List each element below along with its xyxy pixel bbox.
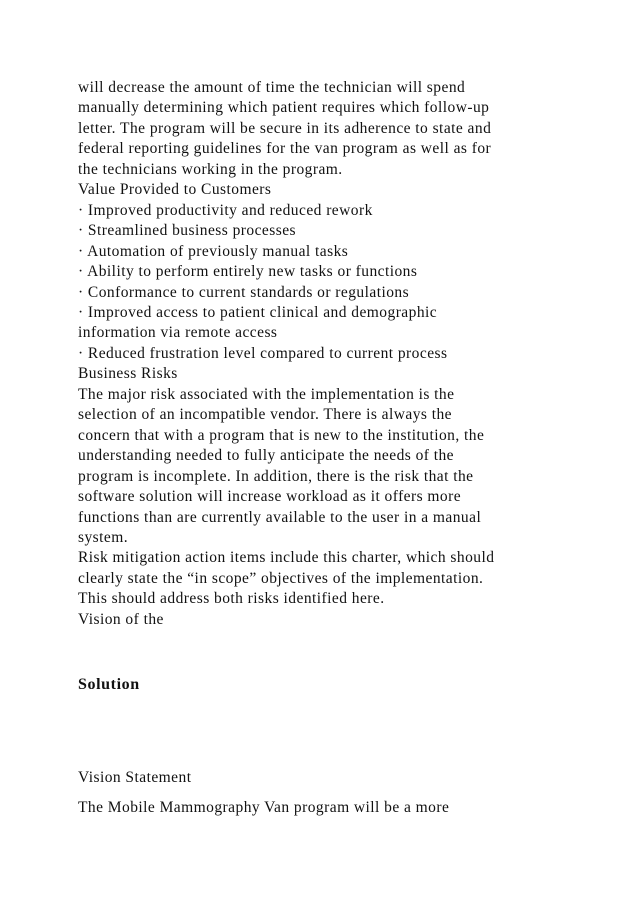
bullet-item: · Automation of previously manual tasks xyxy=(78,242,349,260)
body-line: clearly state the “in scope” objectives of the implementation. xyxy=(78,569,484,587)
bullet-item: · Reduced frustration level compared to current process xyxy=(78,344,448,362)
bullet-item-continuation: information via remote access xyxy=(78,324,278,342)
body-line: program is incomplete. In addition, there is the risk that the xyxy=(78,467,474,485)
body-line: The major risk associated with the implementation is the xyxy=(78,385,455,403)
vision-statement-heading: Vision Statement xyxy=(78,769,192,786)
body-line: understanding needed to fully anticipate the needs of the xyxy=(78,447,455,465)
body-line: federal reporting guidelines for the van program as well as for xyxy=(78,140,492,158)
bullet-item: · Improved access to patient clinical and demographic xyxy=(78,303,438,321)
solution-heading: Solution xyxy=(78,676,140,693)
body-line: concern that with a program that is new to the institution, the xyxy=(78,426,485,444)
section-heading-value-provided: Value Provided to Customers xyxy=(78,181,272,199)
body-line: the technicians working in the program. xyxy=(78,160,343,178)
body-line: functions than are currently available to the user in a manual xyxy=(78,508,482,526)
vision-statement-text: The Mobile Mammography Van program will be a more xyxy=(78,799,450,816)
bullet-item: · Ability to perform entirely new tasks or functions xyxy=(78,263,418,281)
body-line: system. xyxy=(78,528,129,546)
bullet-item: · Conformance to current standards or regulations xyxy=(78,283,410,301)
body-line: manually determining which patient requires which follow-up xyxy=(78,99,490,117)
body-line: will decrease the amount of time the technician will spend xyxy=(78,79,466,96)
body-line: This should address both risks identified here. xyxy=(78,590,385,608)
body-line: software solution will increase workload as it offers more xyxy=(78,488,462,506)
document-body xyxy=(78,78,568,630)
body-line: Risk mitigation action items include this charter, which should xyxy=(78,549,495,567)
body-line: letter. The program will be secure in its adherence to state and xyxy=(78,119,492,137)
bullet-item: · Streamlined business processes xyxy=(78,222,297,240)
section-heading-business-risks: Business Risks xyxy=(78,365,178,383)
section-heading-vision-of-the: Vision of the xyxy=(78,610,164,628)
bullet-item: · Improved productivity and reduced rework xyxy=(78,201,373,219)
body-line: selection of an incompatible vendor. There is always the xyxy=(78,406,452,424)
